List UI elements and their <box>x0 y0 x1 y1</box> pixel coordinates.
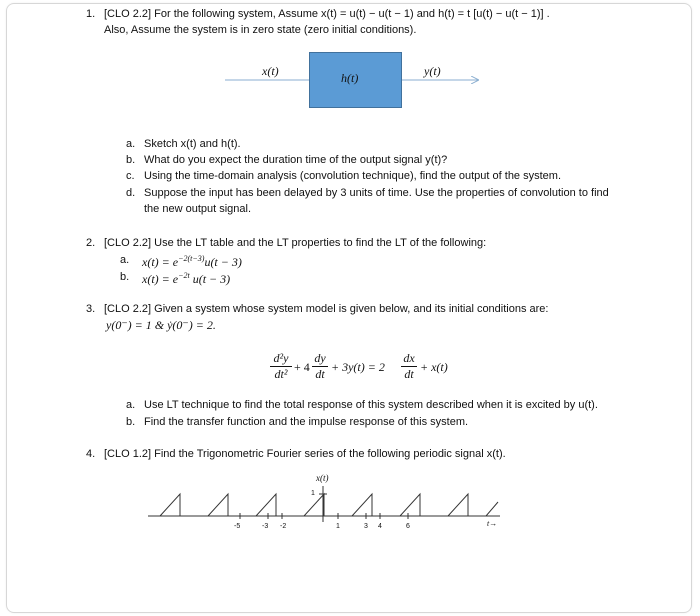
q3-part-b: Find the transfer function and the impulse response of this system. <box>144 416 469 428</box>
q3-part-a: Use LT technique to find the total response of this system described when it is excited by u(t). <box>144 399 598 411</box>
plot-tick-label: 3 <box>364 523 368 530</box>
eq-plus4: + 4 <box>294 360 310 374</box>
q2-part-b-rest: u(t − 3) <box>189 272 231 286</box>
plot-tick-label: 1 <box>336 523 340 530</box>
q3-text: [CLO 2.2] Given a system whose system model is given below, and its initial conditions are: <box>104 303 549 315</box>
eq-frac-dx-den: dt <box>404 367 414 381</box>
plot-tick-label: 4 <box>378 523 382 530</box>
q1-part-b-label: b. <box>126 154 136 166</box>
plot-tick-label: -2 <box>280 523 287 530</box>
plot-xlabel: t→ <box>487 519 498 528</box>
diagram-output-label: y(t) <box>424 64 441 78</box>
plot-tick-label: 6 <box>406 523 410 530</box>
q1-part-d-line2: the new output signal. <box>144 203 252 215</box>
diagram-input-label: x(t) <box>262 64 279 78</box>
eq-middle: + 3y(t) = 2 <box>331 360 385 374</box>
q2-part-a-rest: u(t − 3) <box>204 255 242 269</box>
q4-text: [CLO 1.2] Find the Trigonometric Fourier series of the following periodic signal x(t). <box>104 448 506 460</box>
q2-part-b-exponent: −2t <box>178 271 190 280</box>
q1-part-c-label: c. <box>126 170 135 182</box>
plot-waveform <box>160 494 498 516</box>
eq-frac-d2y-den: dt² <box>274 367 288 381</box>
plot-tick-label: -3 <box>262 523 269 530</box>
q1-part-b: What do you expect the duration time of the output signal y(t)? <box>144 154 448 166</box>
q1-number: 1. <box>86 8 96 20</box>
q1-part-d-label: d. <box>126 187 136 199</box>
q2-text: [CLO 2.2] Use the LT table and the LT properties to find the LT of the following: <box>104 237 487 249</box>
plot-one-label: 1 <box>311 490 315 497</box>
q3-part-a-label: a. <box>126 399 136 411</box>
q2-part-b-label: b. <box>120 271 130 283</box>
eq-frac-d2y-num: d²y <box>273 351 289 365</box>
plot-ylabel: x(t) <box>316 473 329 483</box>
q2-part-a-label: a. <box>120 254 130 266</box>
q1-text-line2: Also, Assume the system is in zero state (zero initial conditions). <box>104 24 417 36</box>
eq-frac-dy-num: dy <box>314 351 326 365</box>
q3-part-b-label: b. <box>126 416 136 428</box>
q1-part-c: Using the time-domain analysis (convolution technique), find the output of the system. <box>144 170 562 182</box>
q4-number: 4. <box>86 448 96 460</box>
q2-number: 2. <box>86 237 96 249</box>
q1-text: [CLO 2.2] For the following system, Assume x(t) = u(t) − u(t − 1) and h(t) = t [u(t) − u(t − 1)] . <box>104 8 550 20</box>
q2-part-a-exponent: −2(t−3) <box>178 254 205 263</box>
q1-part-a-label: a. <box>126 138 136 150</box>
plot-tick-label: -5 <box>234 523 241 530</box>
q2-part-a-base: x(t) = e <box>142 255 179 269</box>
eq-frac-dy-den: dt <box>315 367 325 381</box>
q1-part-d: Suppose the input has been delayed by 3 units of time. Use the properties of convolution to find <box>144 187 609 199</box>
q3-initial-conditions: y(0⁻) = 1 & ẏ(0⁻) = 2. <box>106 318 216 332</box>
eq-frac-dx-num: dx <box>403 351 415 365</box>
q3-number: 3. <box>86 303 96 315</box>
eq-end: + x(t) <box>420 360 448 374</box>
q1-part-a: Sketch x(t) and h(t). <box>144 138 241 150</box>
q2-part-b-base: x(t) = e <box>142 272 179 286</box>
diagram-block-label: h(t) <box>341 71 359 85</box>
